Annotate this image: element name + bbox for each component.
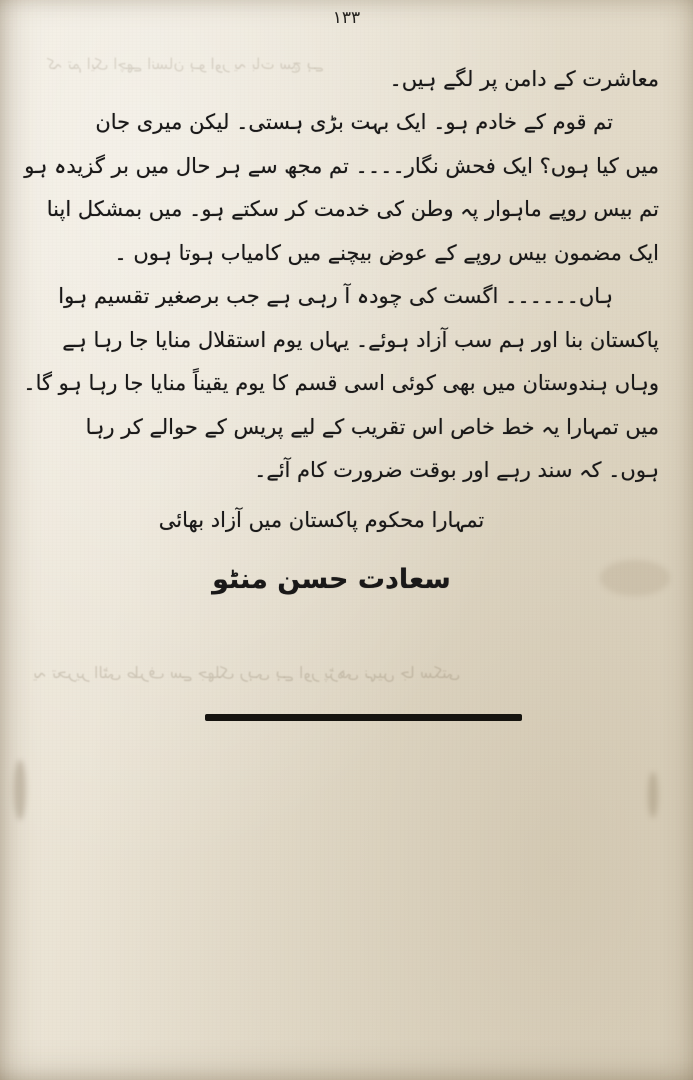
ink-smudge xyxy=(14,760,26,820)
bleed-through-text-bottom: یہ تحریر الٹی طرف سے جھلک رہی ہے اور پڑھی نہیں جا سکتی xyxy=(33,663,461,682)
text-line: تم بیس روپے ماہوار پہ وطن کی خدمت کر سکتے ہو۔ میں بمشکل اپنا xyxy=(46,197,659,222)
text-line: ہاں۔۔۔۔۔۔ اگست کی چودہ آ رہی ہے جب برصغیر تقسیم ہوا xyxy=(58,284,613,309)
paragraph-1 xyxy=(24,58,659,275)
text-line: وہاں ہندوستان میں بھی کوئی اسی قسم کا یوم یقیناً منایا جا رہا ہو گا۔ xyxy=(23,371,659,396)
ink-smudge xyxy=(648,772,658,818)
paragraph-2 xyxy=(23,275,659,492)
signature-name: سعادت حسن منٹو xyxy=(212,564,451,596)
text-line: پاکستان بنا اور ہم سب آزاد ہوئے۔ یہاں یوم استقلال منایا جا رہا ہے xyxy=(62,327,659,352)
signature-closing: تمہارا محکوم پاکستان میں آزاد بھائی xyxy=(158,507,485,532)
text-line: ایک مضمون بیس روپے کے عوض بیچنے میں کامیاب ہوتا ہوں ۔ xyxy=(114,240,659,265)
text-line: ہوں۔ کہ سند رہے اور بوقت ضرورت کام آئے۔ xyxy=(254,458,659,483)
section-divider xyxy=(205,714,522,721)
text-line: تم قوم کے خادم ہو۔ ایک بہت بڑی ہستی۔ لیکن میری جان xyxy=(95,110,613,135)
text-line: میں کیا ہوں؟ ایک فحش نگار۔۔۔۔ تم مجھ سے ہر حال میں بر گزیدہ ہو xyxy=(24,153,659,178)
page-body xyxy=(23,58,659,608)
bleed-through-text-top: کہ تم ایک اچھے انسان ہو اور یہ بات سچ ہے xyxy=(47,55,324,73)
signature-block xyxy=(34,499,659,608)
text-line: معاشرت کے دامن پر لگے ہیں۔ xyxy=(389,67,659,91)
text-line: میں تمہارا یہ خط خاص اس تقریب کے لیے پریس کے حوالے کر رہا xyxy=(85,414,659,439)
page-number: ۱۳۳ xyxy=(332,8,361,28)
